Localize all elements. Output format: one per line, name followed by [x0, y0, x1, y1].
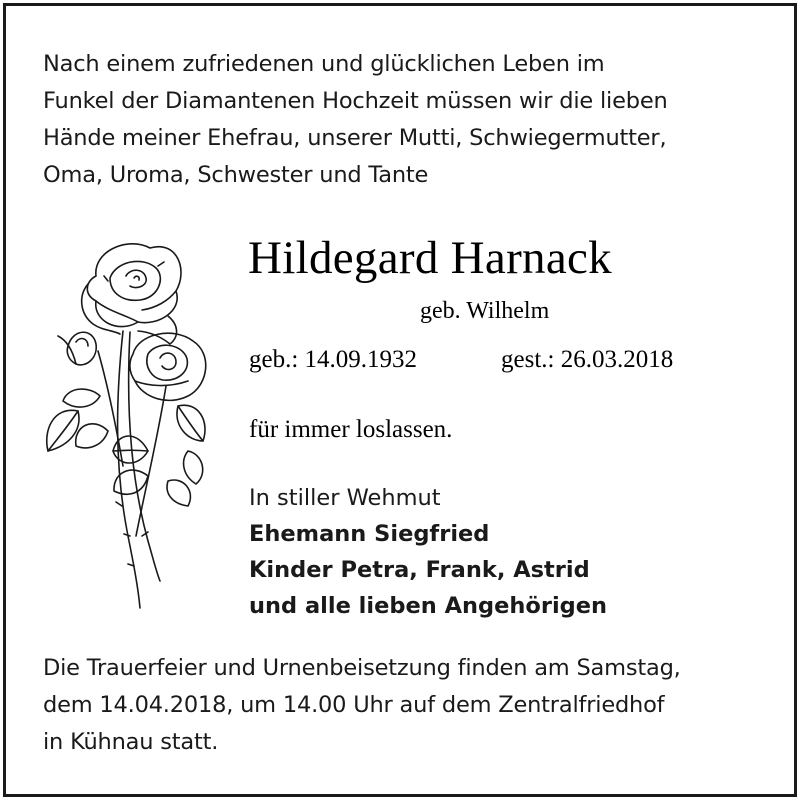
intro-line: Funkel der Diamantenen Hochzeit müssen wir die lieben: [43, 88, 668, 114]
funeral-notice: [43, 650, 773, 761]
mourner-line: und alle lieben Angehörigen: [249, 593, 608, 619]
funeral-line: Die Trauerfeier und Urnenbeisetzung finden am Samstag,: [43, 655, 681, 681]
mourner-line: Ehemann Siegfried: [249, 521, 490, 547]
mourners-block: [249, 480, 607, 624]
intro-text: [43, 46, 763, 194]
maiden-name: geb. Wilhelm: [420, 298, 550, 324]
funeral-line: dem 14.04.2018, um 14.00 Uhr auf dem Zentralfriedhof: [43, 692, 665, 718]
release-text: für immer loslassen.: [249, 416, 453, 443]
funeral-line: in Kühnau statt.: [43, 729, 219, 755]
mourner-line: Kinder Petra, Frank, Astrid: [249, 557, 590, 583]
death-date: gest.: 26.03.2018: [501, 346, 674, 373]
intro-line: Hände meiner Ehefrau, unserer Mutti, Schwiegermutter,: [43, 125, 667, 151]
intro-line: Oma, Uroma, Schwester und Tante: [43, 162, 429, 188]
deceased-name: Hildegard Harnack: [248, 232, 612, 284]
birth-date: geb.: 14.09.1932: [249, 346, 418, 373]
rose-icon: [38, 236, 213, 616]
intro-line: Nach einem zufriedenen und glücklichen Leben im: [43, 51, 605, 77]
mourners-intro: In stiller Wehmut: [249, 485, 441, 511]
life-dates: [249, 343, 674, 377]
